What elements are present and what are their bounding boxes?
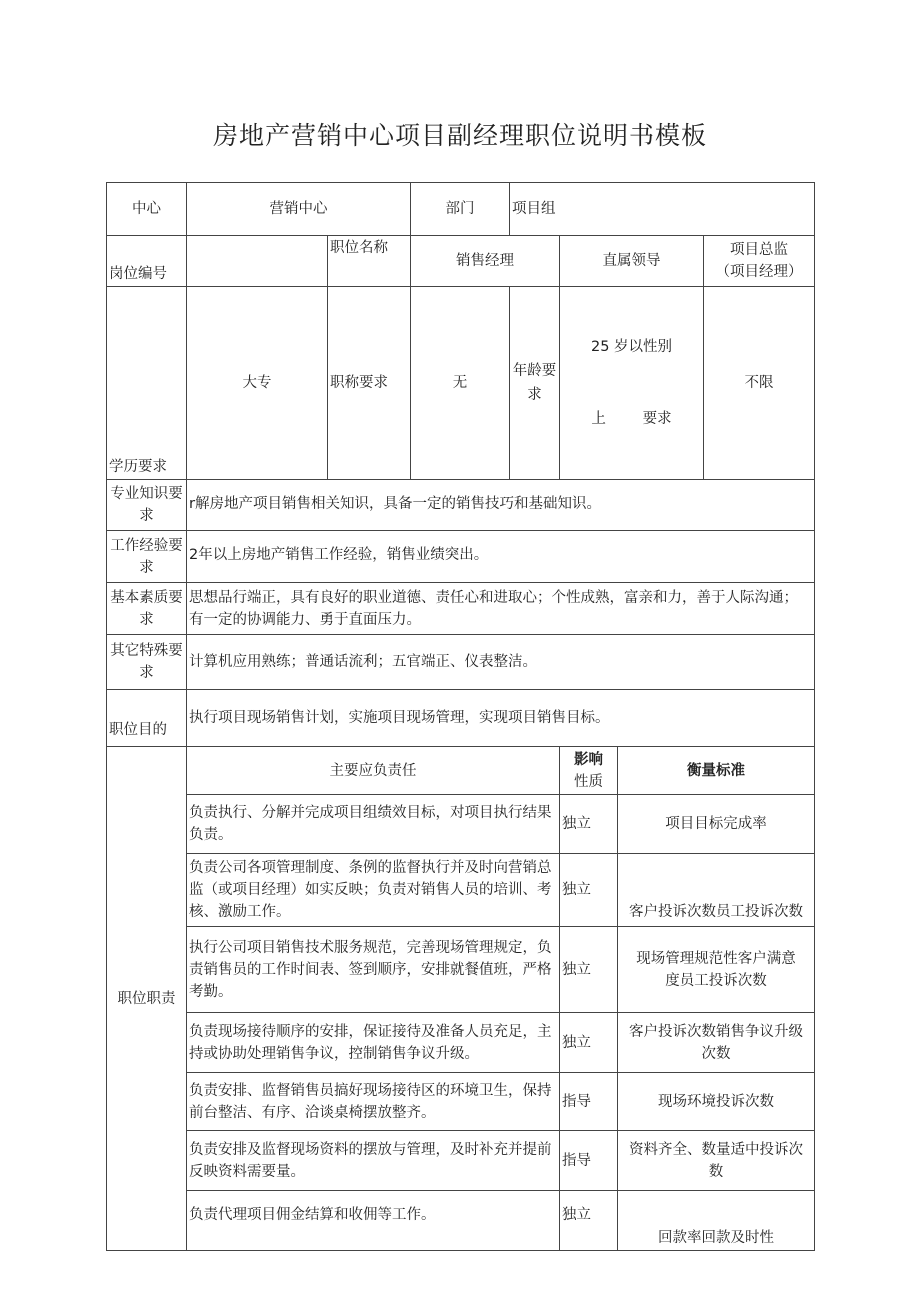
info-row-post	[107, 236, 815, 287]
purpose-label: 职位目的	[107, 690, 187, 747]
info-row-center	[107, 183, 815, 236]
duty-measure: 客户投诉次数销售争议升级次数	[618, 1013, 815, 1073]
leader-label: 直属领导	[560, 236, 704, 287]
title-req-value: 无	[411, 287, 510, 480]
duty-text: 负责公司各项管理制度、条例的监督执行并及时向营销总监（或项目经理）如实反映；负责对销售人员的培训、考核、激励工作。	[187, 854, 560, 927]
requirement-label: 专业知识要求	[107, 480, 187, 531]
duty-impact: 独立	[560, 1013, 618, 1073]
duty-impact: 指导	[560, 1073, 618, 1131]
requirement-row	[107, 583, 815, 635]
center-label: 中心	[107, 183, 187, 236]
requirement-label: 工作经验要求	[107, 531, 187, 583]
title-req-label: 职称要求	[328, 287, 411, 480]
duty-impact: 独立	[560, 854, 618, 927]
edu-value: 大专	[187, 287, 328, 480]
duty-measure: 资料齐全、数量适中投诉次数	[618, 1131, 815, 1191]
edu-label: 学历要求	[107, 287, 187, 480]
duty-row	[107, 1073, 815, 1131]
impact-header-line1: 影响	[574, 751, 603, 768]
duty-measure: 项目目标完成率	[618, 795, 815, 854]
duty-row	[107, 927, 815, 1013]
job-name-label: 职位名称	[328, 236, 411, 287]
requirement-label: 基本素质要求	[107, 583, 187, 635]
duty-impact: 独立	[560, 927, 618, 1013]
duty-measure: 现场管理规范性客户满意度员工投诉次数	[618, 927, 815, 1013]
duty-impact: 独立	[560, 795, 618, 854]
requirement-text: r解房地产项目销售相关知识，具备一定的销售技巧和基础知识。	[187, 480, 815, 531]
requirement-text: 思想品行端正，具有良好的职业道德、责任心和进取心；个性成熟，富亲和力，善于人际沟通；有一定的协调能力、勇于直面压力。	[187, 583, 815, 635]
impact-header-line2: 性质	[574, 773, 603, 790]
post-no-value	[187, 236, 328, 287]
duty-text: 执行公司项目销售技术服务规范，完善现场管理规定，负责销售员的工作时间表、签到顺序，安排就餐值班，严格考勤。	[187, 927, 560, 1013]
duty-row	[107, 1013, 815, 1073]
duty-impact: 指导	[560, 1131, 618, 1191]
duty-measure: 现场环境投诉次数	[618, 1073, 815, 1131]
age-label-line1: 年龄要	[512, 363, 557, 379]
page-title: 房地产营销中心项目副经理职位说明书模板	[212, 121, 707, 150]
age-value	[560, 287, 704, 480]
duty-measure: 回款率回款及时性	[618, 1191, 815, 1251]
dept-label: 部门	[411, 183, 510, 236]
leader-value-line2: （项目经理）	[715, 264, 803, 280]
duties-header-main: 主要应负责任	[187, 747, 560, 795]
duty-text: 负责执行、分解并完成项目组绩效目标，对项目执行结果负责。	[187, 795, 560, 854]
duties-header-impact	[560, 747, 618, 795]
age-label	[510, 287, 560, 480]
duty-text: 负责现场接待顺序的安排，保证接待及准备人员充足，主持或协助处理销售争议，控制销售争议升级。	[187, 1013, 560, 1073]
requirement-text: 计算机应用熟练；普通话流利；五官端正、仪表整洁。	[187, 635, 815, 690]
duty-row	[107, 1131, 815, 1191]
duty-row	[107, 795, 815, 854]
requirement-row	[107, 480, 815, 531]
center-value: 营销中心	[187, 183, 411, 236]
duty-text: 负责安排、监督销售员搞好现场接待区的环境卫生，保持前台整洁、有序、洽谈桌椅摆放整齐。	[187, 1073, 560, 1131]
job-name-value: 销售经理	[411, 236, 560, 287]
duties-header-row	[107, 747, 815, 795]
purpose-text: 执行项目现场销售计划，实施项目现场管理，实现项目销售目标。	[187, 690, 815, 747]
job-description-table	[106, 182, 815, 1251]
duty-row	[107, 854, 815, 927]
post-no-label: 岗位编号	[107, 236, 187, 287]
duty-text: 负责安排及监督现场资料的摆放与管理，及时补充并提前反映资料需要量。	[187, 1131, 560, 1191]
leader-value-line1: 项目总监	[730, 242, 788, 258]
info-row-education	[107, 287, 815, 480]
gender-value: 不限	[704, 287, 815, 480]
duty-text: 负责代理项目佣金结算和收佣等工作。	[187, 1191, 560, 1251]
requirement-label: 其它特殊要求	[107, 635, 187, 690]
purpose-row	[107, 690, 815, 747]
duties-label: 职位职责	[107, 747, 187, 1251]
requirement-row	[107, 635, 815, 690]
duties-header-measure: 衡量标准	[618, 747, 815, 795]
requirement-row	[107, 531, 815, 583]
leader-value	[704, 236, 815, 287]
dept-value: 项目组	[510, 183, 815, 236]
duty-row	[107, 1191, 815, 1251]
requirement-text: 2年以上房地产销售工作经验，销售业绩突出。	[187, 531, 815, 583]
age-value-line2: 上 要求	[591, 411, 672, 427]
duty-impact: 独立	[560, 1191, 618, 1251]
age-label-line2: 求	[527, 387, 542, 403]
duty-measure: 客户投诉次数员工投诉次数	[618, 854, 815, 927]
age-value-line1: 25 岁以性别	[590, 339, 673, 355]
